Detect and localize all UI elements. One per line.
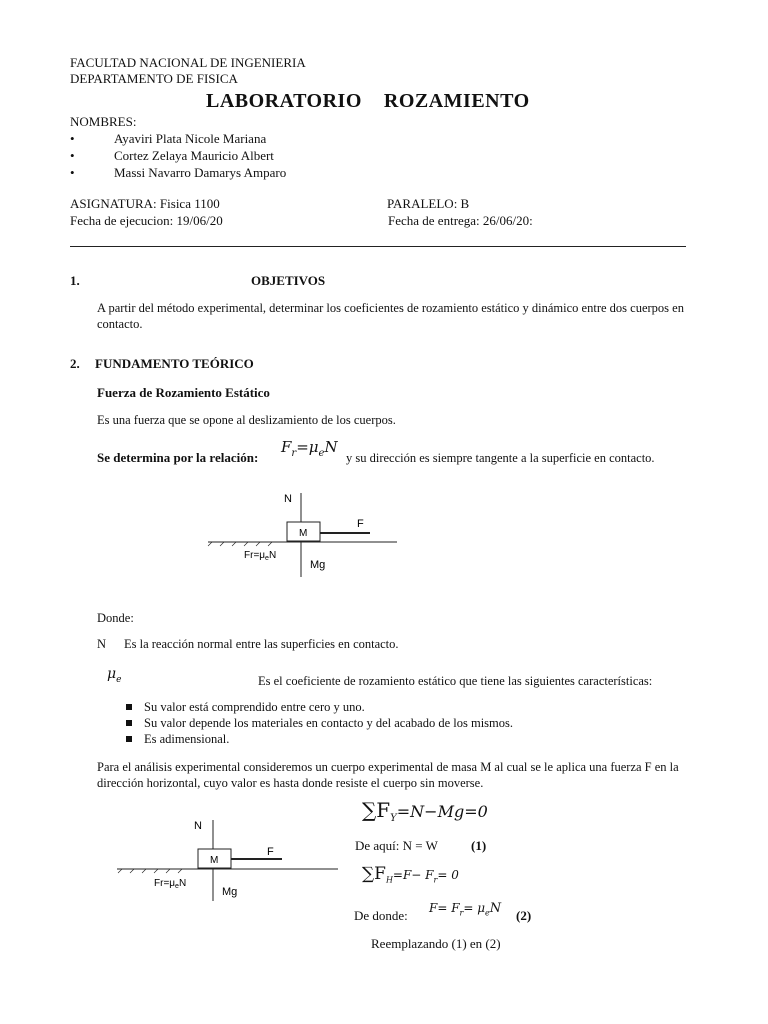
force-label: F	[357, 518, 364, 530]
mass-label: M	[299, 528, 308, 539]
objectives-text: A partir del método experimental, determinar los coeficientes de rozamiento estático y dinámico entre dos cuerpos en contacto.	[97, 301, 684, 331]
weight-label: Mg	[222, 886, 238, 898]
de-aqui-text: De aquí: N = W	[355, 838, 438, 853]
delivery-date: Fecha de entrega: 26/06/20:	[388, 213, 533, 228]
analysis-text: Para el análisis experimental consideremos un cuerpo experimental de masa M al cual se le aplica una fuerza F en la dirección horizontal, cuyo valor es hasta donde resiste el cuerpo sin moverse.	[97, 760, 679, 790]
mass-label: M	[210, 855, 219, 866]
list-item: Es adimensional.	[122, 731, 513, 747]
equation-2: $F= F_r= \mu_eN$	[429, 901, 502, 918]
ground-hatching	[118, 869, 182, 873]
section-heading: OBJETIVOS	[251, 273, 326, 288]
relation-tail: y su dirección es siempre tangente a la superficie en contacto.	[346, 451, 655, 465]
mu-symbol: $\mu_e$	[107, 666, 122, 685]
replacing-text: Reemplazando (1) en (2)	[371, 936, 501, 951]
document-title: LABORATORIO ROZAMIENTO	[206, 90, 530, 112]
parallel: PARALELO: B	[387, 196, 470, 211]
subject: ASIGNATURA: Fisica 1100	[70, 196, 220, 211]
sum-fy-equation: $\sum F_Y=N-Mg=0$	[362, 798, 488, 825]
faculty-name: FACULTAD NACIONAL DE INGENIERIA	[70, 55, 306, 70]
name-text: Massi Navarro Damarys Amparo	[114, 165, 287, 180]
friction-label: $Fr=\mu_eN$	[154, 878, 187, 890]
characteristics-list	[122, 699, 513, 747]
bullet-icon: •	[70, 148, 75, 163]
de-donde-text: De donde:	[354, 908, 408, 923]
department-name: DEPARTAMENTO DE FISICA	[70, 71, 238, 86]
normal-label: N	[284, 493, 292, 505]
equation-tag: (2)	[516, 908, 532, 923]
relation-formula: $F_r=\mu_eN$	[281, 438, 338, 459]
section-number: 2.	[70, 356, 80, 371]
bullet-icon: •	[70, 131, 75, 146]
list-item: Su valor depende los materiales en contacto y del acabado de los mismos.	[122, 715, 513, 731]
separator-line	[70, 246, 686, 247]
relation-label: Se determina por la relación:	[97, 450, 259, 465]
subheading: Fuerza de Rozamiento Estático	[97, 385, 270, 400]
name-item	[70, 165, 286, 181]
donde-label: Donde:	[97, 611, 134, 625]
n-symbol: N	[97, 637, 107, 651]
section-number: 1.	[70, 273, 80, 288]
weight-label: Mg	[310, 559, 326, 571]
list-item: Su valor está comprendido entre cero y uno.	[122, 699, 513, 715]
name-text: Ayaviri Plata Nicole Mariana	[114, 131, 267, 146]
mu-description: Es el coeficiente de rozamiento estático que tiene las siguientes características:	[258, 674, 653, 688]
ground-hatching	[208, 542, 272, 546]
friction-label: $Fr=\mu_eN$	[244, 550, 277, 562]
names-label: NOMBRES:	[70, 114, 137, 129]
name-item	[70, 131, 266, 147]
name-item	[70, 148, 274, 164]
free-body-diagram-2	[112, 815, 342, 905]
equation-tag: (1)	[471, 838, 487, 853]
free-body-diagram	[200, 485, 410, 585]
section-heading: FUNDAMENTO TEÓRICO	[95, 356, 254, 371]
normal-label: N	[194, 820, 202, 832]
name-text: Cortez Zelaya Mauricio Albert	[114, 148, 274, 163]
force-label: F	[267, 846, 274, 858]
n-description: Es la reacción normal entre las superficies en contacto.	[124, 637, 399, 651]
execution-date: Fecha de ejecucion: 19/06/20	[70, 213, 223, 228]
sum-fh-equation: $\sum F_H=F- F_r= 0$	[362, 864, 459, 885]
intro-text: Es una fuerza que se opone al deslizamiento de los cuerpos.	[97, 413, 396, 427]
bullet-icon: •	[70, 165, 75, 180]
